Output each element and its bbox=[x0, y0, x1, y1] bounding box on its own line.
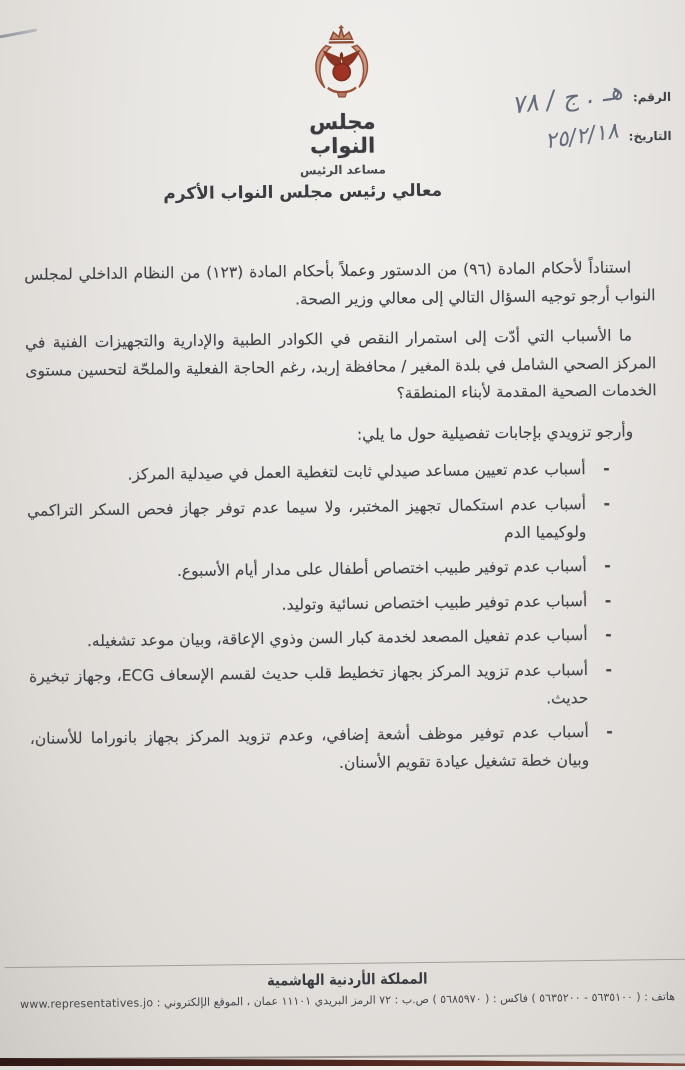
dash-marker: - bbox=[604, 591, 612, 610]
dash-marker: - bbox=[606, 722, 613, 741]
dash-marker: - bbox=[603, 494, 611, 513]
reference-number-label: الرقم: bbox=[632, 89, 672, 105]
letter-body bbox=[24, 254, 661, 788]
question-item-text: أسباب عدم توفير طبيب اختصاص نسائية وتوليد. bbox=[281, 591, 588, 614]
question-item-text: أسباب عدم تعيين مساعد صيدلي ثابت لتغطية العمل في صيدلية المركز. bbox=[127, 460, 586, 485]
dash-marker: - bbox=[604, 556, 611, 576]
dash-marker: - bbox=[605, 660, 613, 679]
pen-scratch-mark bbox=[0, 28, 37, 38]
question-item-lab bbox=[27, 490, 659, 553]
dash-marker: - bbox=[605, 626, 612, 645]
question-item-gynecologist bbox=[28, 587, 659, 622]
question-item-pharmacy bbox=[26, 456, 657, 491]
question-item-text: أسباب عدم توفير موظف أشعة إضافي، وعدم تزويد المركز بجهاز بانوراما للأسنان، وبيان خطة تشغيل عيادة تقويم الأسنان. bbox=[29, 723, 590, 772]
jordan-coat-of-arms-icon bbox=[302, 21, 381, 108]
letter-footer bbox=[5, 959, 685, 1011]
question-item-text: أسباب عدم تفعيل المصعد لخدمة كبار السن وذوي الإعاقة، وبيان موعد تشغيله. bbox=[86, 626, 588, 651]
date-handwritten: ٢٥/٢/١٨ bbox=[543, 118, 621, 155]
paragraph-question: ما الأسباب التي أدّت إلى استمرار النقص في الكوادر الطبية والإدارية والتجهيزات الفنية في المركز الصحي الشامل في بلدة المغير / محافظة إربد، رغم الحاجة الفعلية والملحّة لتحسين مستوى الخدمات الصحية المقدمة لأبناء المنطقة؟ bbox=[24, 326, 657, 403]
kingdom-name-calligraphy: المملكة الأردنية الهاشمية bbox=[266, 970, 428, 991]
reference-number-handwritten: هـ . ج / ٧٨ bbox=[509, 75, 625, 120]
dash-marker: - bbox=[603, 460, 610, 479]
letterhead bbox=[281, 21, 403, 177]
question-items-list bbox=[26, 456, 661, 781]
question-item-pediatrician bbox=[28, 552, 659, 587]
question-item-ecg bbox=[29, 656, 661, 719]
footer-divider bbox=[5, 959, 685, 968]
question-item-xray-dental bbox=[30, 718, 662, 781]
footer-contact-line: هاتف : ( ٥٦٣٥١٠٠ - ٥٦٣٥٢٠٠ ) فاكس : ( ٥٦٨٥٩٧٠ ) ص.ب : ٧٢ الرمز البريدي ١١١٠١ عمان ، الموقع الإلكتروني : www.representatives.jo bbox=[20, 989, 676, 1011]
question-item-text: أسباب عدم استكمال تجهيز المختبر، ولا سيما عدم توفر جهاز فحص السكر التراكمي ولوكيميا الدم bbox=[26, 495, 587, 542]
paragraph-request: وأرجو تزويدي بإجابات تفصيلية حول ما يلي: bbox=[356, 422, 634, 444]
question-item-text: أسباب عدم تزويد المركز بجهاز تخطيط قلب حديث لقسم الإسعاف ECG، وجهاز تبخيرة حديث. bbox=[28, 660, 589, 708]
date-row bbox=[421, 118, 672, 155]
org-role-label: مساعد الرئيس bbox=[299, 162, 386, 178]
org-name-calligraphy: مجلس النواب bbox=[308, 109, 376, 159]
paragraph-legal-basis: استناداً لأحكام المادة (٩٦) من الدستور وعملاً بأحكام المادة (١٢٣) من النظام الداخلي لمجلس النواب أرجو توجيه السؤال التالي إلى معالي وزير الصحة. bbox=[24, 258, 656, 309]
date-label: التاريخ: bbox=[628, 128, 672, 144]
reference-number-row bbox=[421, 75, 672, 120]
salutation-line: معالي رئيس مجلس النواب الأكرم bbox=[163, 180, 443, 205]
reference-block bbox=[421, 75, 672, 159]
question-item-elevator bbox=[29, 621, 660, 656]
question-item-text: أسباب عدم توفير طبيب اختصاص أطفال على مدار أيام الأسبوع. bbox=[176, 557, 587, 581]
